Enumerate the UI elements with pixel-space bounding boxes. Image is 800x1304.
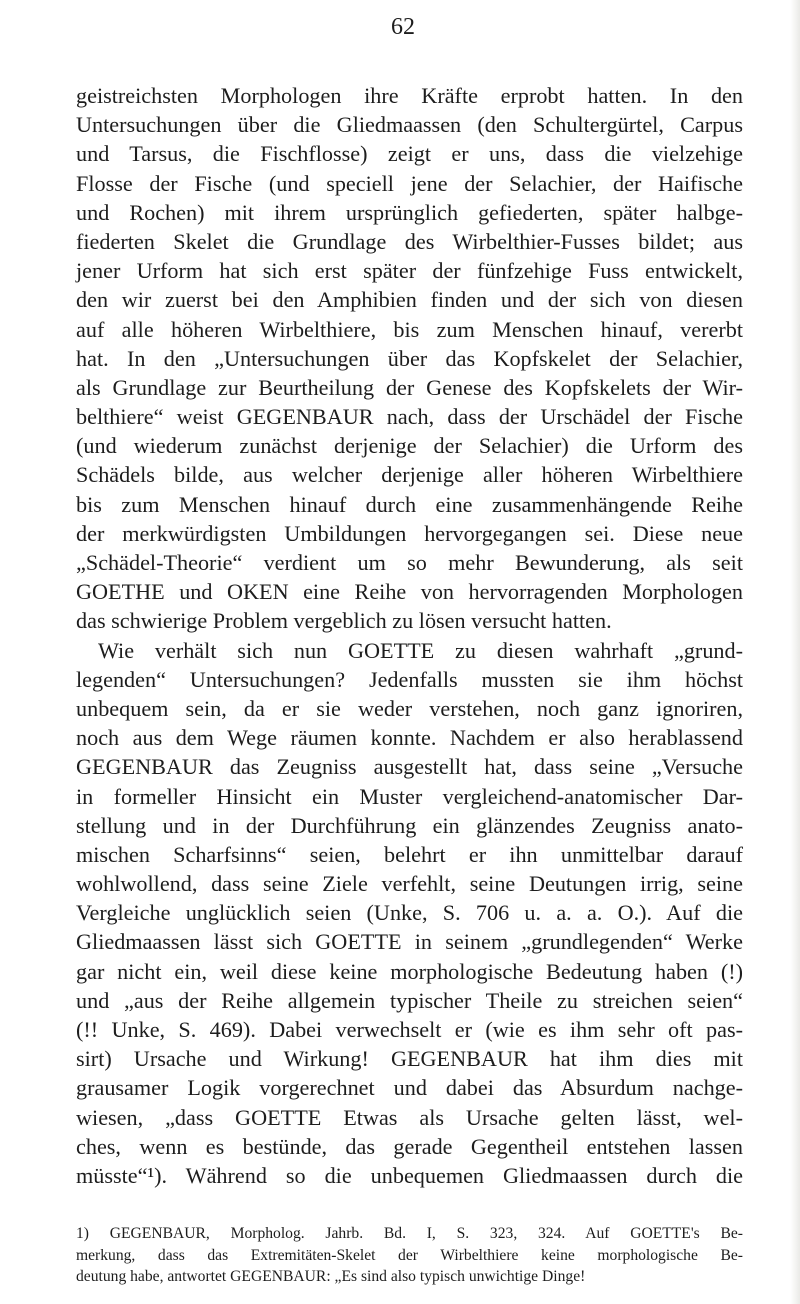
text-line: stellung und in der Durchführung ein glänzendes Zeugniss anato- (76, 812, 743, 838)
text-line: sirt) Ursache und Wirkung! GEGENBAUR hat ihm dies mit (76, 1046, 743, 1072)
text-line: der merkwürdigsten Umbildungen hervorgegangen sei. Diese neue (76, 520, 743, 546)
footnotes (76, 1223, 743, 1288)
text-line: unbequem sein, da er sie weder verstehen, noch ganz ignoriren, (76, 695, 743, 721)
text-line: als Grundlage zur Beurtheilung der Genese des Kopfskelets der Wir- (76, 374, 743, 400)
text-line: mischen Scharfsinns“ seien, belehrt er ihn unmittelbar darauf (76, 841, 743, 867)
text-line: Flosse der Fische (und speciell jene der Selachier, der Haifische (76, 170, 743, 196)
text-line: auf alle höheren Wirbelthiere, bis zum Menschen hinauf, vererbt (76, 316, 743, 342)
footnote-line: 1) GEGENBAUR, Morpholog. Jahrb. Bd. I, S. 323, 324. Auf GOETTE's Be- (76, 1225, 743, 1242)
text-line: in formeller Hinsicht ein Muster vergleichend-anatomischer Dar- (76, 783, 743, 809)
page-number: 62 (391, 14, 415, 40)
text-line: und Rochen) mit ihrem ursprünglich gefiederten, später halbge- (76, 199, 743, 225)
text-line: belthiere“ weist GEGENBAUR nach, dass der Urschädel der Fische (76, 404, 743, 430)
text-line: müsste“¹). Während so die unbequemen Gliedmaassen durch die (76, 1162, 743, 1188)
text-line: wiesen, „dass GOETTE Etwas als Ursache gelten lässt, wel- (76, 1104, 743, 1130)
body-text (76, 81, 743, 1190)
text-line: bis zum Menschen hinauf durch eine zusammenhängende Reihe (76, 491, 743, 517)
text-line: legenden“ Untersuchungen? Jedenfalls mussten sie ihm höchst (76, 666, 743, 692)
text-line: den wir zuerst bei den Amphibien finden und der sich von diesen (76, 287, 743, 313)
text-line: GOETHE und OKEN eine Reihe von hervorragenden Morphologen (76, 579, 743, 605)
text-line: gar nicht ein, weil diese keine morphologische Bedeutung haben (!) (76, 958, 743, 984)
footnote-line: merkung, dass das Extremitäten-Skelet der Wirbelthiere keine morphologische Be- (76, 1246, 743, 1264)
text-line: das schwierige Problem vergeblich zu lösen versucht hatten. (76, 608, 612, 634)
text-line: jener Urform hat sich erst später der fünfzehige Fuss entwickelt, (76, 258, 743, 284)
text-line: ches, wenn es bestünde, das gerade Gegentheil entstehen lassen (76, 1133, 743, 1159)
text-line: GEGENBAUR das Zeugniss ausgestellt hat, dass seine „Versuche (76, 754, 743, 780)
text-line: fiederten Skelet die Grundlage des Wirbelthier-Fusses bildet; aus (76, 228, 743, 254)
text-line: Schädels bilde, aus welcher derjenige aller höheren Wirbelthiere (76, 462, 743, 488)
text-line: wohlwollend, dass seine Ziele verfehlt, seine Deutungen irrig, seine (76, 871, 743, 897)
text-line: und „aus der Reihe allgemein typischer Theile zu streichen seien“ (76, 987, 743, 1013)
text-line: Wie verhält sich nun GOETTE zu diesen wahrhaft „grund- (98, 637, 743, 663)
text-line: hat. In den „Untersuchungen über das Kopfskelet der Selachier, (76, 345, 743, 371)
text-line: geistreichsten Morphologen ihre Kräfte erprobt hatten. In den (76, 83, 743, 108)
text-line: Untersuchungen über die Gliedmaassen (den Schultergürtel, Carpus (76, 112, 743, 138)
footnote-line: deutung habe, antwortet GEGENBAUR: „Es sind also typisch unwichtige Dinge! (76, 1268, 586, 1285)
text-line: noch aus dem Wege räumen konnte. Nachdem er also herablassend (76, 725, 743, 751)
text-line: Gliedmaassen lässt sich GOETTE in seinem „grundlegenden“ Werke (76, 929, 743, 955)
text-line: „Schädel-Theorie“ verdient um so mehr Bewunderung, als seit (76, 550, 743, 575)
text-line: Vergleiche unglücklich seien (Unke, S. 706 u. a. a. O.). Auf die (76, 900, 743, 926)
text-line: grausamer Logik vorgerechnet und dabei das Absurdum nachge- (76, 1075, 743, 1101)
text-line: und Tarsus, die Fischflosse) zeigt er uns, dass die vielzehige (76, 141, 743, 167)
text-line: (!! Unke, S. 469). Dabei verwechselt er (wie es ihm sehr oft pas- (76, 1017, 743, 1042)
text-line: (und wiederum zunächst derjenige der Selachier) die Urform des (76, 433, 743, 459)
scan-edge-shadow (790, 0, 800, 1304)
